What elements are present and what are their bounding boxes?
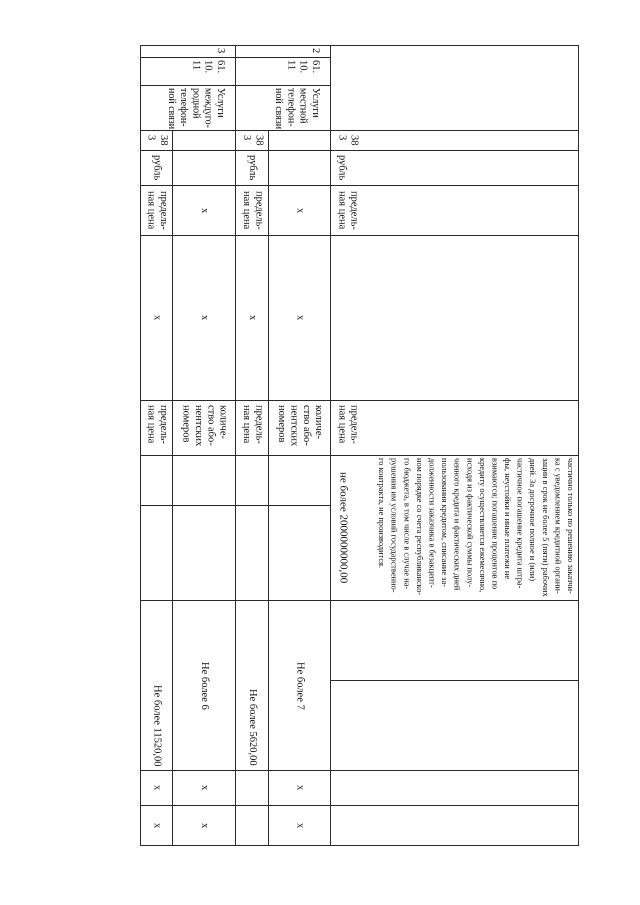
- row2-qty-col7: x: [294, 315, 306, 321]
- cell-continued-col12-empty: [330, 680, 579, 771]
- row2-price-indicator: предель- ная цена: [241, 405, 265, 444]
- row2-price-unit: рубль: [247, 155, 259, 181]
- cell-row2-qty-value: [268, 600, 331, 771]
- cell-row3-price-col10-empty: [140, 505, 173, 601]
- cell-continued-unit: [330, 150, 579, 186]
- row2-qty-characteristic: x: [294, 207, 306, 214]
- cell-row3-qty-col13: [172, 770, 236, 806]
- cell-row2-price-unit-code: [235, 130, 269, 151]
- cell-row2-code: [235, 57, 331, 86]
- row3-code: 61. 10. 11: [190, 60, 226, 74]
- cell-row2-qty-col4-empty: [268, 130, 331, 151]
- cell-row2-qty-col10-empty: [268, 505, 331, 601]
- row3-qty-col7: x: [199, 315, 211, 321]
- row3-qty-indicator: количе- ство або- нентских номеров: [180, 405, 229, 447]
- cell-row3-qty-col9-empty: [172, 455, 236, 506]
- cell-row3-price-col9-empty: [140, 455, 173, 506]
- continued-value: не более 2000000000,00: [337, 472, 350, 584]
- cell-row2-qty-col7: [268, 235, 331, 401]
- row2-qty-col14: x: [294, 822, 306, 829]
- cell-row3-qty-characteristic: [172, 185, 236, 236]
- cell-continued-col14-empty: [330, 805, 579, 846]
- cell-row3-qty-col14: [172, 805, 236, 846]
- cell-row3-price-unit-code: [140, 130, 173, 151]
- cell-row3-qty-col10-empty: [172, 505, 236, 601]
- row2-qty-value: Не более 7: [294, 661, 306, 710]
- continued-terms-text: частично только по решению заказчи- ка с уведомлением кредитной органи- зации в срок не более 5 (пяти) рабочих дней. За досрочное полное и (или) частичное погашение кредита штра- фы, неустойки и иные платежи не взимаются; погашение процентов по кредиту осуществляется ежемесячно, исходя из фактической суммы полу- ченного кредита и фактических дней пользования кредитом, списание за- долженности заказчика в безакцепт- ном порядке со счета республиканско- го бюджета, в том числе в случае на- рушения им условий государственно- го контракта, не производится.: [377, 458, 575, 597]
- continued-characteristic: предель- ная цена: [336, 191, 360, 230]
- cell-row3-qty-value: [172, 600, 236, 771]
- row2-qty-col13: x: [294, 785, 306, 791]
- cell-row2-price-col10-empty: [235, 505, 269, 601]
- row2-number: 2: [310, 48, 321, 54]
- cell-row3-price-col13: [140, 770, 173, 806]
- cell-row3-price-value: [140, 600, 173, 771]
- cell-row2-price-characteristic: [235, 185, 269, 236]
- cell-row3-price-col14: [140, 805, 173, 846]
- cell-row3-qty-col7: [172, 235, 236, 401]
- cell-row2-qty-characteristic: [268, 185, 331, 236]
- cell-row3-price-unit: [140, 150, 173, 186]
- row3-price-col7: x: [151, 315, 163, 321]
- cell-row3-price-characteristic: [140, 185, 173, 236]
- cell-continued-characteristic: [330, 185, 579, 236]
- cell-row2-qty-col5-empty: [268, 150, 331, 186]
- cell-row2-price-indicator: [235, 400, 269, 456]
- cell-row2-price-col9-empty: [235, 455, 269, 506]
- cell-row2-qty-indicator: [268, 400, 331, 456]
- cell-row3-code: [140, 57, 236, 86]
- row3-price-indicator: предель- ная цена: [145, 405, 169, 444]
- continued-unit: рубль: [336, 155, 348, 181]
- row3-qty-value: Не более 6: [199, 661, 211, 710]
- row3-price-characteristic: предель- ная цена: [145, 191, 169, 230]
- row3-qty-col14: x: [199, 822, 211, 829]
- cell-continued-unit-code: [330, 130, 579, 151]
- row2-price-unit-code: 38 3: [241, 135, 265, 146]
- row2-code: 61. 10. 11: [285, 60, 321, 74]
- row2-price-characteristic: предель- ная цена: [241, 191, 265, 230]
- row3-number: 3: [215, 48, 226, 54]
- cell-row3-qty-col5-empty: [172, 150, 236, 186]
- cell-row3-price-col7: [140, 235, 173, 401]
- cell-row3-qty-col4-empty: [172, 130, 236, 151]
- row2-price-col7: x: [247, 315, 259, 321]
- cell-row2-price-col7: [235, 235, 269, 401]
- row3-name: Услуги междуго- родной телефон- ной связи: [165, 88, 226, 130]
- cell-continued-header-empty: [330, 45, 579, 131]
- cell-row2-qty-col13: [268, 770, 331, 806]
- cell-row3-price-indicator: [140, 400, 173, 456]
- cell-row2-price-unit: [235, 150, 269, 186]
- row2-name: Услуги местной телефон- ной связи: [273, 88, 321, 130]
- cell-continued-indicator: [330, 400, 579, 456]
- cell-row3-qty-indicator: [172, 400, 236, 456]
- cell-continued-terms: [330, 455, 579, 601]
- cell-continued-col13-empty: [330, 770, 579, 806]
- continued-indicator: предель- ная цена: [336, 405, 360, 444]
- cell-row2-qty-col9-empty: [268, 455, 331, 506]
- row3-qty-col13: x: [199, 785, 211, 791]
- row2-qty-indicator: количе- ство або- нентских номеров: [276, 405, 325, 447]
- cell-row2-price-value: [235, 600, 269, 771]
- row3-qty-characteristic: x: [199, 207, 211, 214]
- cell-row2-name: [235, 85, 331, 131]
- cell-continued-col7-empty: [330, 235, 579, 401]
- row3-price-unit-code: 38 3: [145, 135, 169, 146]
- cell-row3-name: [140, 85, 236, 131]
- cell-row2-qty-col14: [268, 805, 331, 846]
- row3-price-col13: x: [151, 785, 163, 791]
- cell-row2-price-col13-empty: [235, 770, 269, 806]
- row3-price-value: Не более 11520,00: [151, 684, 163, 766]
- row3-price-col14: x: [151, 822, 163, 829]
- cell-continued-col11-empty: [330, 600, 579, 681]
- row2-price-value: Не более 5620,00: [247, 689, 259, 766]
- row3-price-unit: рубль: [151, 155, 163, 181]
- continued-unit-code: 38 3: [336, 135, 360, 146]
- cell-row2-price-col14-empty: [235, 805, 269, 846]
